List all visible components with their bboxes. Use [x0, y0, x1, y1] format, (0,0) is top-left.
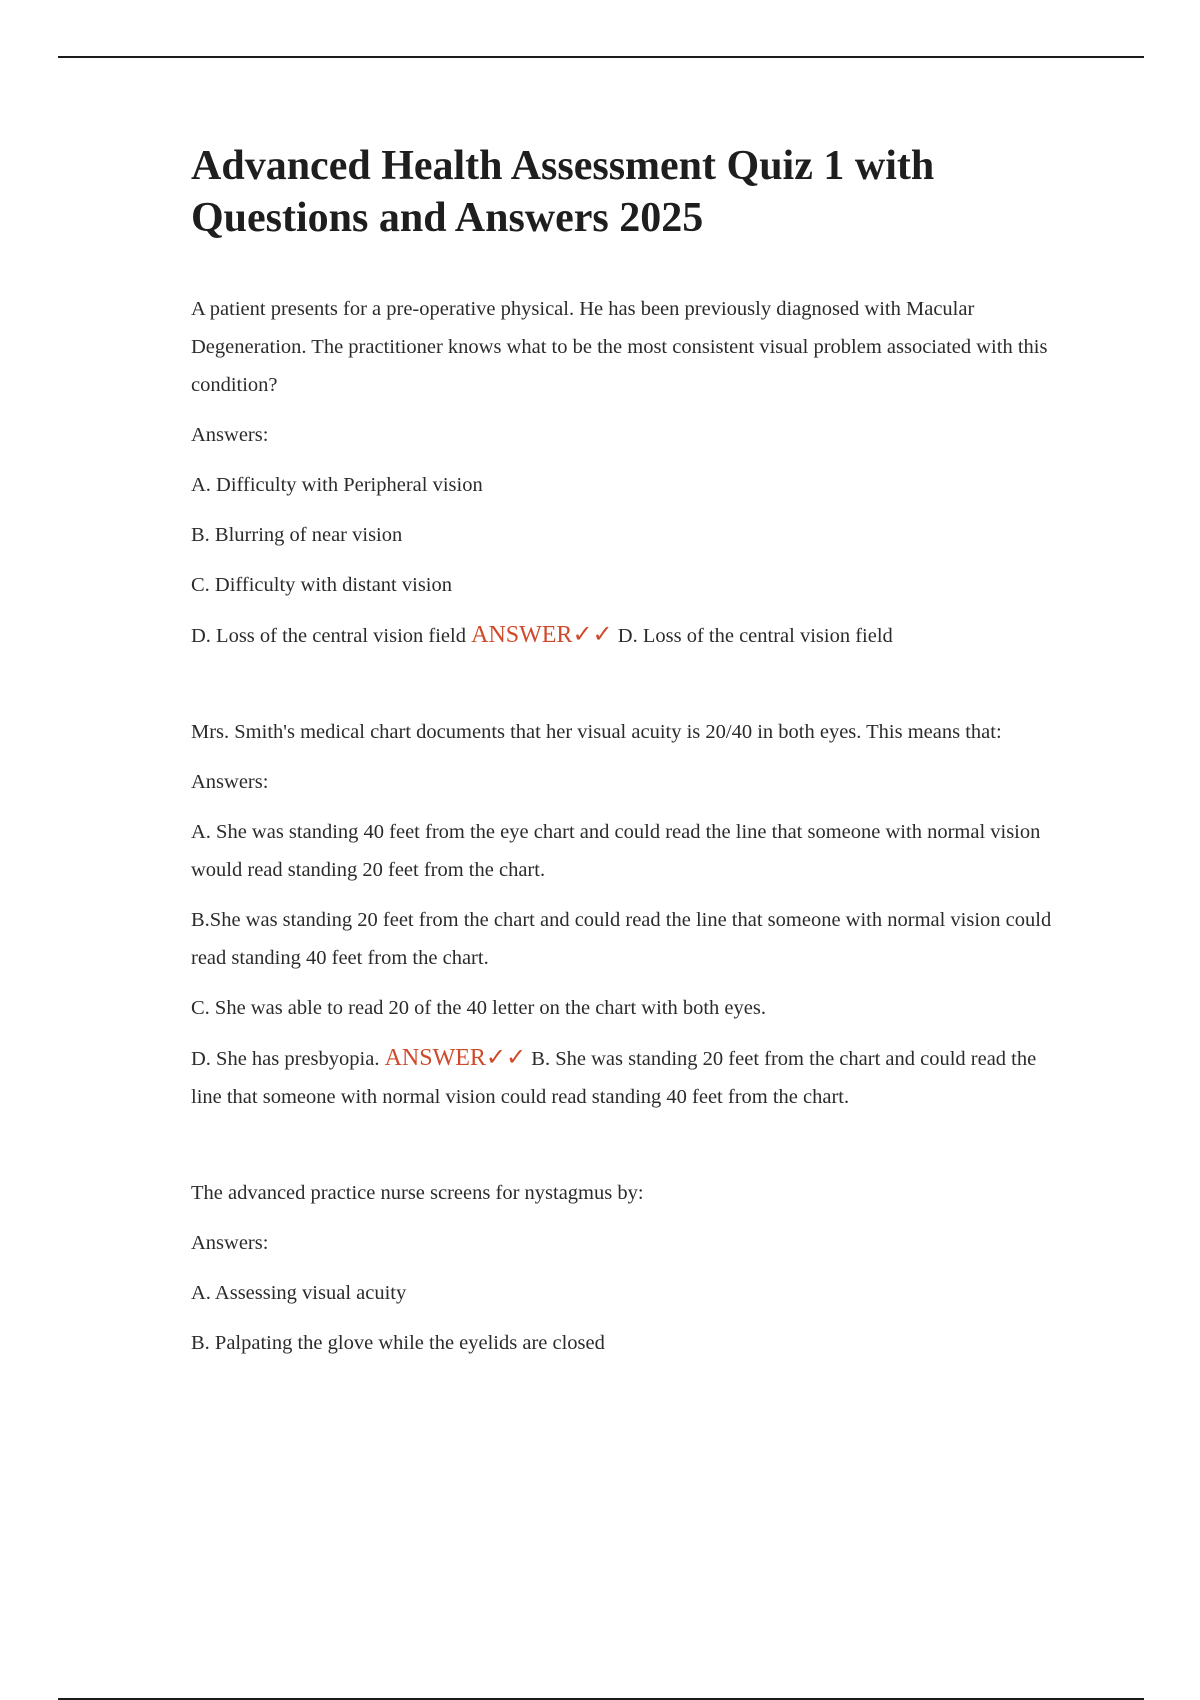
- answers-label: Answers:: [191, 424, 269, 446]
- answers-label: Answers:: [191, 771, 269, 793]
- option-d-with-answer: [191, 616, 1071, 655]
- option-d-with-answer: [191, 1039, 1071, 1116]
- question-1: [191, 290, 1071, 655]
- document-title: Advanced Health Assessment Quiz 1 with Questions and Answers 2025: [191, 143, 935, 241]
- option-d: D. She has presbyopia.: [191, 1048, 380, 1070]
- answer-text: B. She was standing 20 feet from the chart and could read the line that someone with normal vision could read standing 40 feet from the chart.: [191, 1048, 1037, 1108]
- document-body: [191, 140, 1071, 1374]
- option-b: B. Blurring of near vision: [191, 524, 403, 546]
- question-prompt: A patient presents for a pre-operative physical. He has been previously diagnosed with Macular Degeneration. The practitioner knows what to be the most consistent visual problem associated with this condition?: [191, 298, 1048, 396]
- answer-tag: ANSWER✓✓: [471, 622, 613, 648]
- answers-label: Answers:: [191, 1232, 269, 1254]
- option-b: B.She was standing 20 feet from the chart and could read the line that someone with normal vision could read standing 40 feet from the chart.: [191, 909, 1052, 969]
- question-prompt: The advanced practice nurse screens for nystagmus by:: [191, 1182, 644, 1204]
- option-c: C. Difficulty with distant vision: [191, 574, 452, 596]
- option-a: A. Difficulty with Peripheral vision: [191, 474, 483, 496]
- question-prompt: Mrs. Smith's medical chart documents that her visual acuity is 20/40 in both eyes. This means that:: [191, 721, 1002, 743]
- question-3: [191, 1174, 1071, 1362]
- answer-text: D. Loss of the central vision field: [617, 625, 893, 647]
- option-a: A. She was standing 40 feet from the eye chart and could read the line that someone with normal vision would read standing 20 feet from the chart.: [191, 821, 1041, 881]
- option-b: B. Palpating the glove while the eyelids are closed: [191, 1332, 605, 1354]
- question-2: [191, 713, 1071, 1116]
- option-d: D. Loss of the central vision field: [191, 625, 466, 647]
- answer-tag: ANSWER✓✓: [384, 1045, 527, 1071]
- top-rule: [58, 56, 1144, 58]
- option-c: C. She was able to read 20 of the 40 letter on the chart with both eyes.: [191, 997, 766, 1019]
- option-a: A. Assessing visual acuity: [191, 1282, 407, 1304]
